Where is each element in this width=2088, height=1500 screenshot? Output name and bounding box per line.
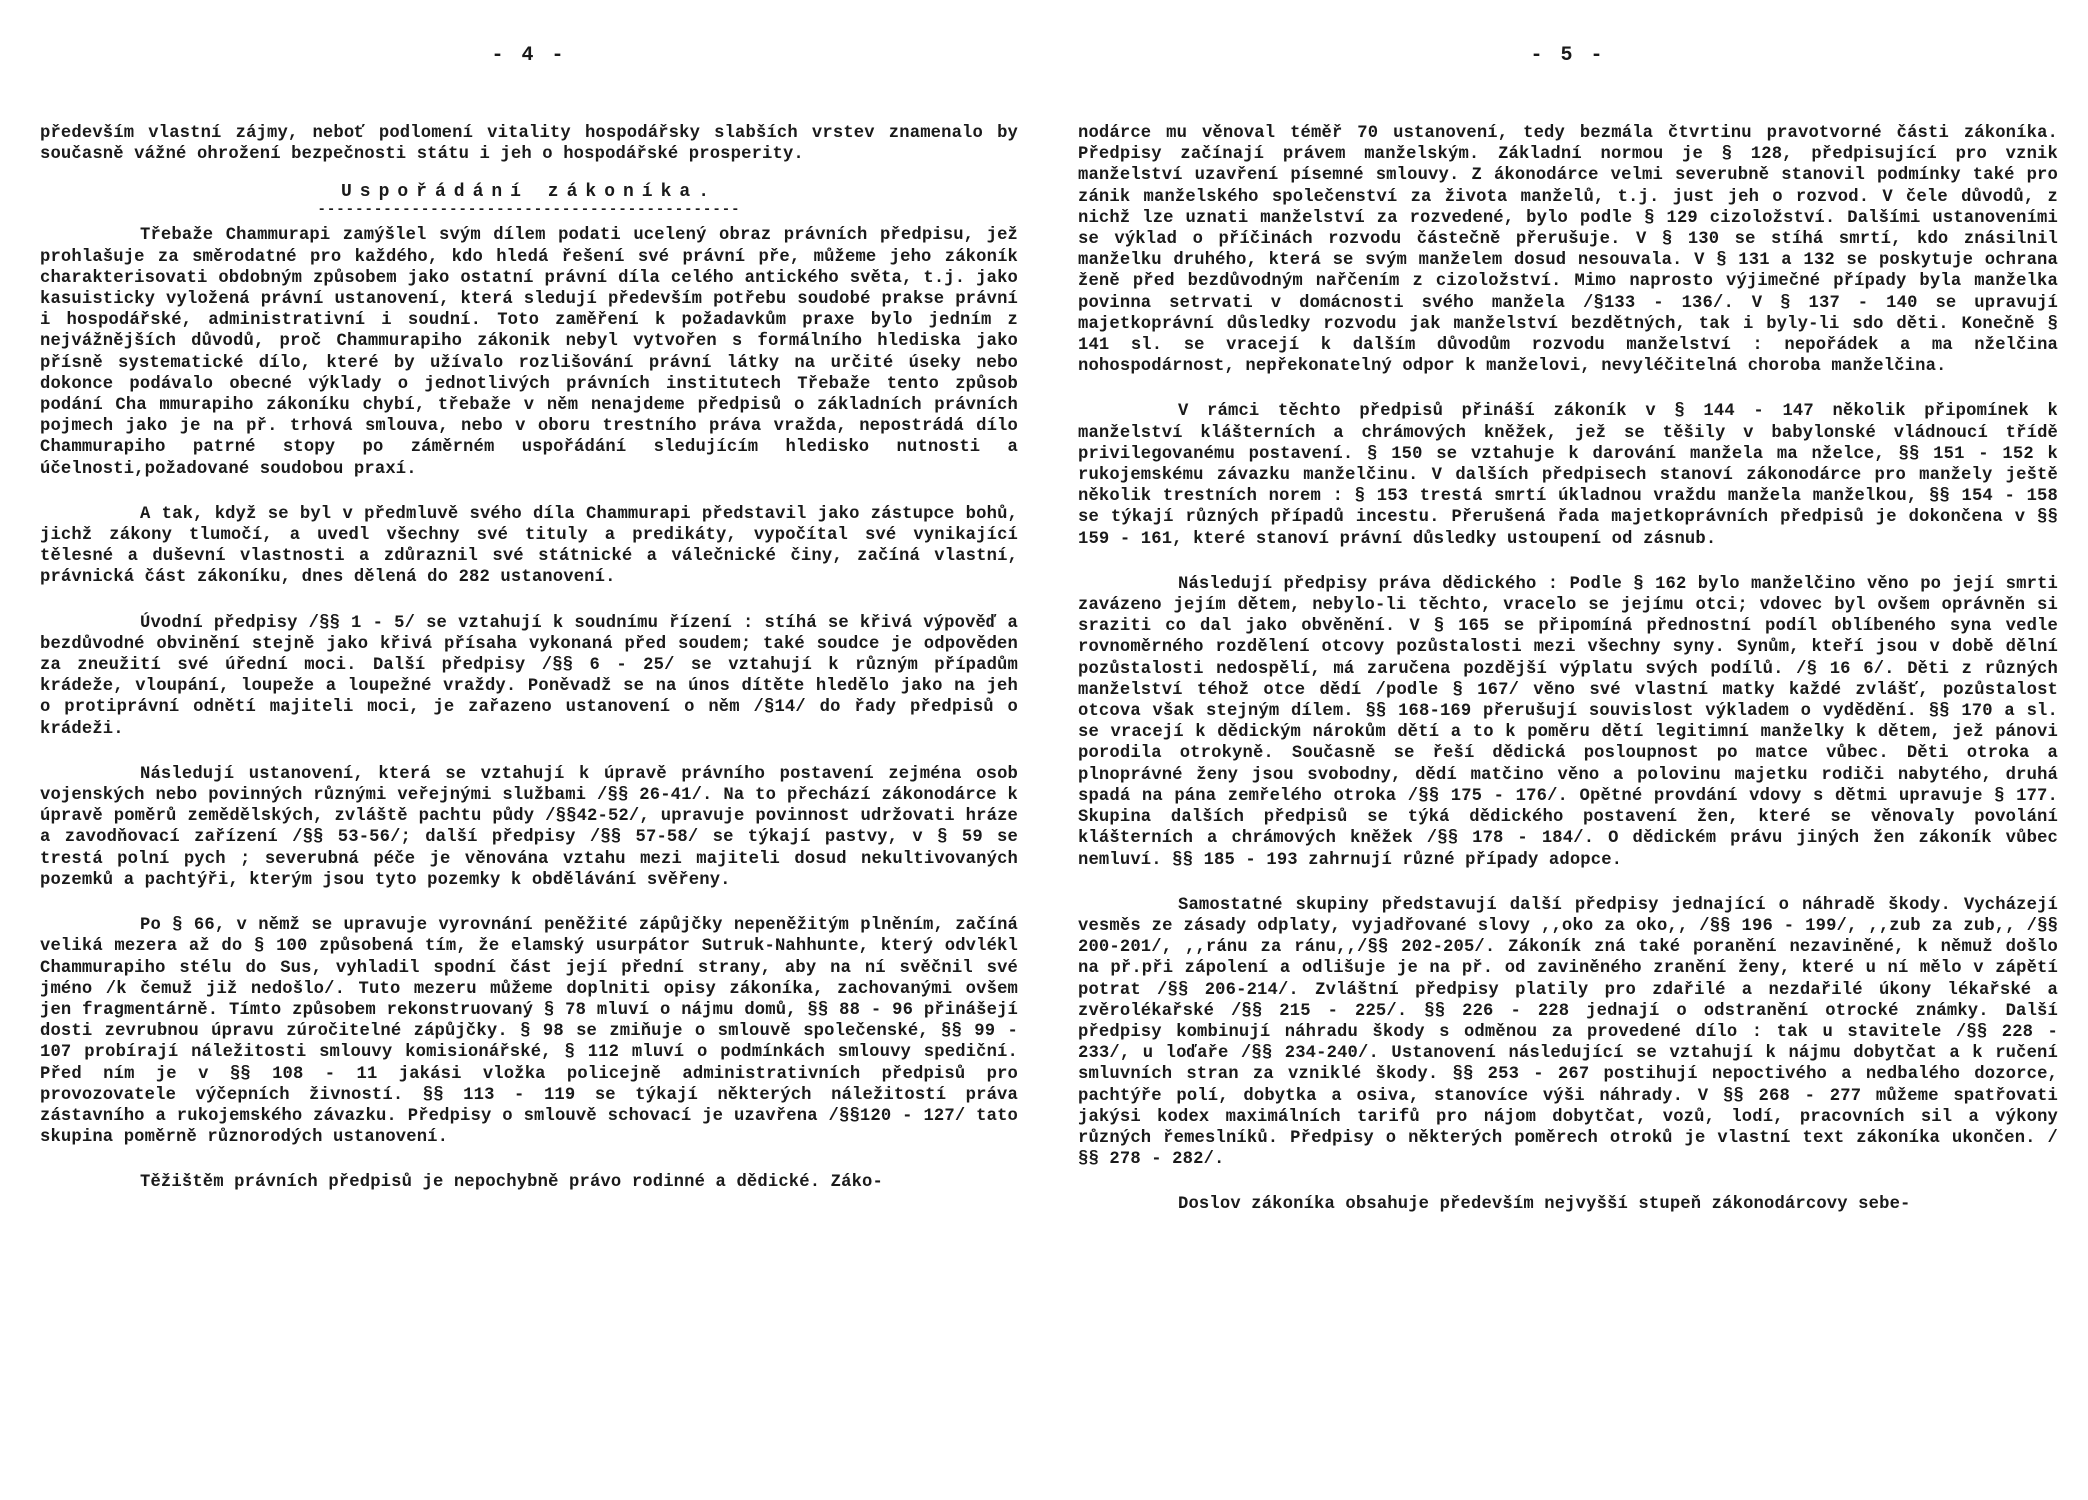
paragraph: Následují ustanovení, která se vztahují k úpravě právního postavení zejména osob vojenských nebo povinných různými veřejnými službami /§§ 26-41/. Na to přechází zákonodárce k úpravě poměrů zemědělských, zvláště pachtu půdy /§§42-52/, upravuje povinnost udržovati hráze a zavodňovací zařízení /§§ 53-56/; další předpisy /§§ 57-58/ se týkají pastvy, v § 59 se trestá polní pych ; severubná péče je věnována vztahu mezi majiteli dosud nekultivovaných pozemků a pachtýři, kterým jsou tyto pozemky k obdělávání svěřeny.	[40, 764, 1018, 890]
paragraph: Těžištěm právních předpisů je nepochybně právo rodinné a dědické. Záko-	[140, 1173, 883, 1193]
paragraph: Třebaže Chammurapi zamýšlel svým dílem podati ucelený obraz právních předpisu, jež prohlašuje za směrodatné pro každého, kdo hledá řešení své právní pře, můžeme jeho zákoník charakterisovati obdobným způsobem jako ostatní právní díla celého antického světa, t.j. jako kasuisticky vyložená právní ustanovení, která sledují především potřebu soudobé prakse právní i hospodářské, administrativní i soudní. Toto zaměření k požadavkům praxe bylo jedním z nejvážnějších důvodů, proč Chammurapiho zákonik nebyl vytvořen s formálního hlediska jako přísně systematické dílo, které by užívalo rozlišování právní látky na určité úseky nebo dokonce podávalo obecné výklady o jednotlivých právních institutech Třebaže tento způsob podání Cha mmurapiho zákoníku chybí, třebaže v něm nenajdeme předpisů o základních právních pojmech jako je na př. trhová smlouva, nebo v oboru trestního práva vražda, nepostrádá dílo Chammurapiho patrné stopy po záměrném uspořádání sledujícím hledisko nutnosti a účelnosti,požadované soudobou praxí.	[40, 226, 1018, 479]
paragraph: Po § 66, v němž se upravuje vyrovnání peněžité zápůjčky nepeněžitým plněním, začíná veliká mezera až do § 100 způsobená tím, že elamský usurpátor Sutruk-Nahhunte, který odvlékl Chammurapiho stélu do Sus, vyhladil spodní část její přední strany, aby na ní svěčnil své jméno /k čemuž již nedošlo/. Tuto mezeru můžeme doplniti opisy zákoníka, zachovanými ovšem jen fragmentárně. Tímto způsobem rekonstruovaný § 78 mluví o nájmu domů, §§ 88 - 96 přinášejí dosti zevrubnou úpravu zúročitelné zápůjčky. § 98 se zmiňuje o smlouvě společenské, §§ 99 - 107 probírají náležitosti smlouvy komisionářské, § 112 mluví o podmínkách smlouvy spediční. Před ním je v §§ 108 - 11 jakási vložka policejně administrativních předpisů pro provozovatele výčepních živností. §§ 113 - 119 se týkají některých náležitostí práva zástavního a rukojemského závazku. Předpisy o smlouvě schovací je uzavřena /§§120 - 127/ tato skupina poměrně různorodých ustanovení.	[40, 916, 1018, 1148]
paragraph: Samostatné skupiny představují další předpisy jednající o náhradě škody. Vycházejí vesměs ze zásady odplaty, vyjadřované slovy ,,oko za oko,, /§§ 196 - 199/, ,,zub za zub,, /§§ 200-201/, ,,ránu za ránu,,/§§ 202-205/. Zákoník zná také poranění nezaviněné, k němuž došlo na př.při zápolení a odlišuje je na př. od zaviněného zranění ženy, které u ní mělo v zápětí potrat /§§ 206-214/. Zvláštní předpisy platily pro zdařilé a nezdařilé úkony lékařské a zvěrolékařské /§§ 215 - 225/. §§ 226 - 228 jednají o odstranění otrocké známky. Další předpisy kombinují náhradu škody s odměnou za provedené dílo : tak u stavitele /§§ 228 - 233/, u loďaře /§§ 234-240/. Ustanovení následující se vztahují k nájmu dobytčat a k ručení smluvních stran za vzniklé škody. §§ 253 - 267 postihují nepoctivého a nedbalého dozorce, pachtýře polí, dobytka a osiva, stanovíce výši náhrady. V §§ 268 - 277 můžeme spatřovati jakýsi kodex maximálních tarifů pro nájom dobytčat, vozů, lodí, pracovních sil a výkony různých řemeslníků. Předpisy o některých poměrech otroků je vlastní text zákoníka ukončen. /§§ 278 - 282/.	[1078, 895, 2058, 1170]
section-heading: Uspořádání zákoníka.	[340, 182, 718, 203]
paragraph: A tak, když se byl v předmluvě svého díla Chammurapi představil jako zástupce bohů, jichž zákony tlumočí, a uvedl všechny své tituly a predikáty, vypočítal své vynikající tělesné a duševní vlastnosti a zdůraznil své státnické a válečnické činy, začíná vlastní, právnická část zákoníku, dnes dělená do 282 ustanovení.	[40, 504, 1018, 588]
page-number: - 4 -	[491, 44, 567, 67]
paragraph: Doslov zákoníka obsahuje především nejvyšší stupeň zákonodárcovy sebe-	[1178, 1195, 1911, 1215]
paragraph: nodárce mu věnoval téměř 70 ustanovení, tedy bezmála čtvrtinu pravotvorné části zákoníka. Předpisy začínají právem manželským. Základní normou je § 128, předpisující pro vznik manželství uzavření písemné smlouvy. Z ákonodárce velmi severubně stanovil podmínky také pro zánik manželského společenství za života manželů, t.j. just jeh o rozvod. V čele důvodů, z nichž lze uznati manželství za rozvedené, bylo podle § 129 cizoložství. Dalšími ustanoveními se výklad o příčinách rozvodu částečně přerušuje. V § 130 se stíhá smrtí, kdo znásilnil manželku druhého, která se svým manželem dosud nesouvala. V § 131 a 132 se poskytuje ochrana ženě před bezdůvodným nařčením z cizoložství. Mimo naprosto výjimečné případy byla manželka povinna setrvati v domácnosti svého manžela /§133 - 136/. V § 137 - 140 se upravují majetkoprávní důsledky rozvodu jak manželství bezdětných, tak i byly-li sdo děti. Konečně § 141 sl. se vracejí k dalším důvodům rozvodu manželství : nepořádek a ma nželčina nohospodárnost, nepřekonatelný odpor k manželovi, nevyléčitelná choroba manželčina.	[1078, 124, 2058, 377]
right-page	[1078, 0, 2058, 1500]
page-number: - 5 -	[1530, 44, 1606, 67]
left-page	[40, 0, 1018, 1500]
paragraph: Následují předpisy práva dědického : Podle § 162 bylo manželčino věno po její smrti zavázeno jejím dětem, nebylo-li těchto, vracelo se jejímu otci; vdovec byl ovšem oprávněn si sraziti co dal jako obvěnění. V § 165 se připomíná přednostní podíl oblíbeného syna vedle rovnoměrného rozdělení otcovy pozůstalosti mezi všechny syny. Synům, kteří jsou v době dělní pozůstalosti nedospělí, má zaručena pozdější výplatu svých podílů. /§ 16 6/. Děti z různých manželství téhož otce dědí /podle § 167/ věno své vlastní matky každé zvlášť, pozůstalost otcova však stejným dílem. §§ 168-169 přerušují souvislost výkladem o vydědění. §§ 170 a sl. se vracejí k dědickým nárokům dětí a to k poměru dětí legitimní manželky k dětem, jež pánovi porodila otrokyně. Současně se řeší dědická posloupnost po matce vůbec. Děti otroka a plnoprávné ženy jsou svobodny, dědí matčino věno a polovinu majetku rodiči nabytého, druhá spadá na pána zemřelého otroka /§§ 175 - 176/. Opětné provdání vdovy s dětmi upravuje § 177. Skupina dalších předpisů se týká dědického postavení žen, které se věnovaly povolání klášterních a chrámových kněžek /§§ 178 - 184/. O dědickém právu jiných žen zákoník vůbec nemluví. §§ 185 - 193 zahrnují různé případy adopce.	[1078, 574, 2058, 870]
heading-underline: ---------------------------------------------	[317, 202, 741, 219]
paragraph: především vlastní zájmy, neboť podlomení vitality hospodářsky slabších vrstev znamenalo by současně vážné ohrožení bezpečnosti státu i jeh o hospodářské prosperity.	[40, 124, 1018, 165]
paragraph: V rámci těchto předpisů přináší zákoník v § 144 - 147 několik připomínek k manželství klášterních a chrámových kněžek, jež se těšily v babylonské vládnoucí třídě privilegovanému postavení. § 150 se vztahuje k darování manžela ma nželce, §§ 151 - 152 k rukojemskému závazku manželčinu. V dalších předpisech stanoví zákonodárce pro manžely ještě několik trestních norem : § 153 trestá smrtí úkladnou vraždu manžela manželkou, §§ 154 - 158 se týkají různých případů incestu. Přerušená řada majetkoprávních předpisů je dokončena v §§ 159 - 161, které stanoví právní důsledky ustoupení od zásnub.	[1078, 402, 2058, 549]
paragraph: Úvodní předpisy /§§ 1 - 5/ se vztahují k soudnímu řízení : stíhá se křivá výpověď a bezdůvodné obvinění stejně jako křivá přísaha vykonaná před soudem; také soudce je odpověden za zneužití své úřední moci. Další předpisy /§§ 6 - 25/ se vztahují k různým případům krádeže, vloupání, loupeže a loupežné vraždy. Poněvadž se na únos dítěte hledělo jako na jeh o protiprávní odnětí majiteli moci, je zařazeno ustanovení o něm /§14/ do řady předpisů o krádeži.	[40, 613, 1018, 739]
